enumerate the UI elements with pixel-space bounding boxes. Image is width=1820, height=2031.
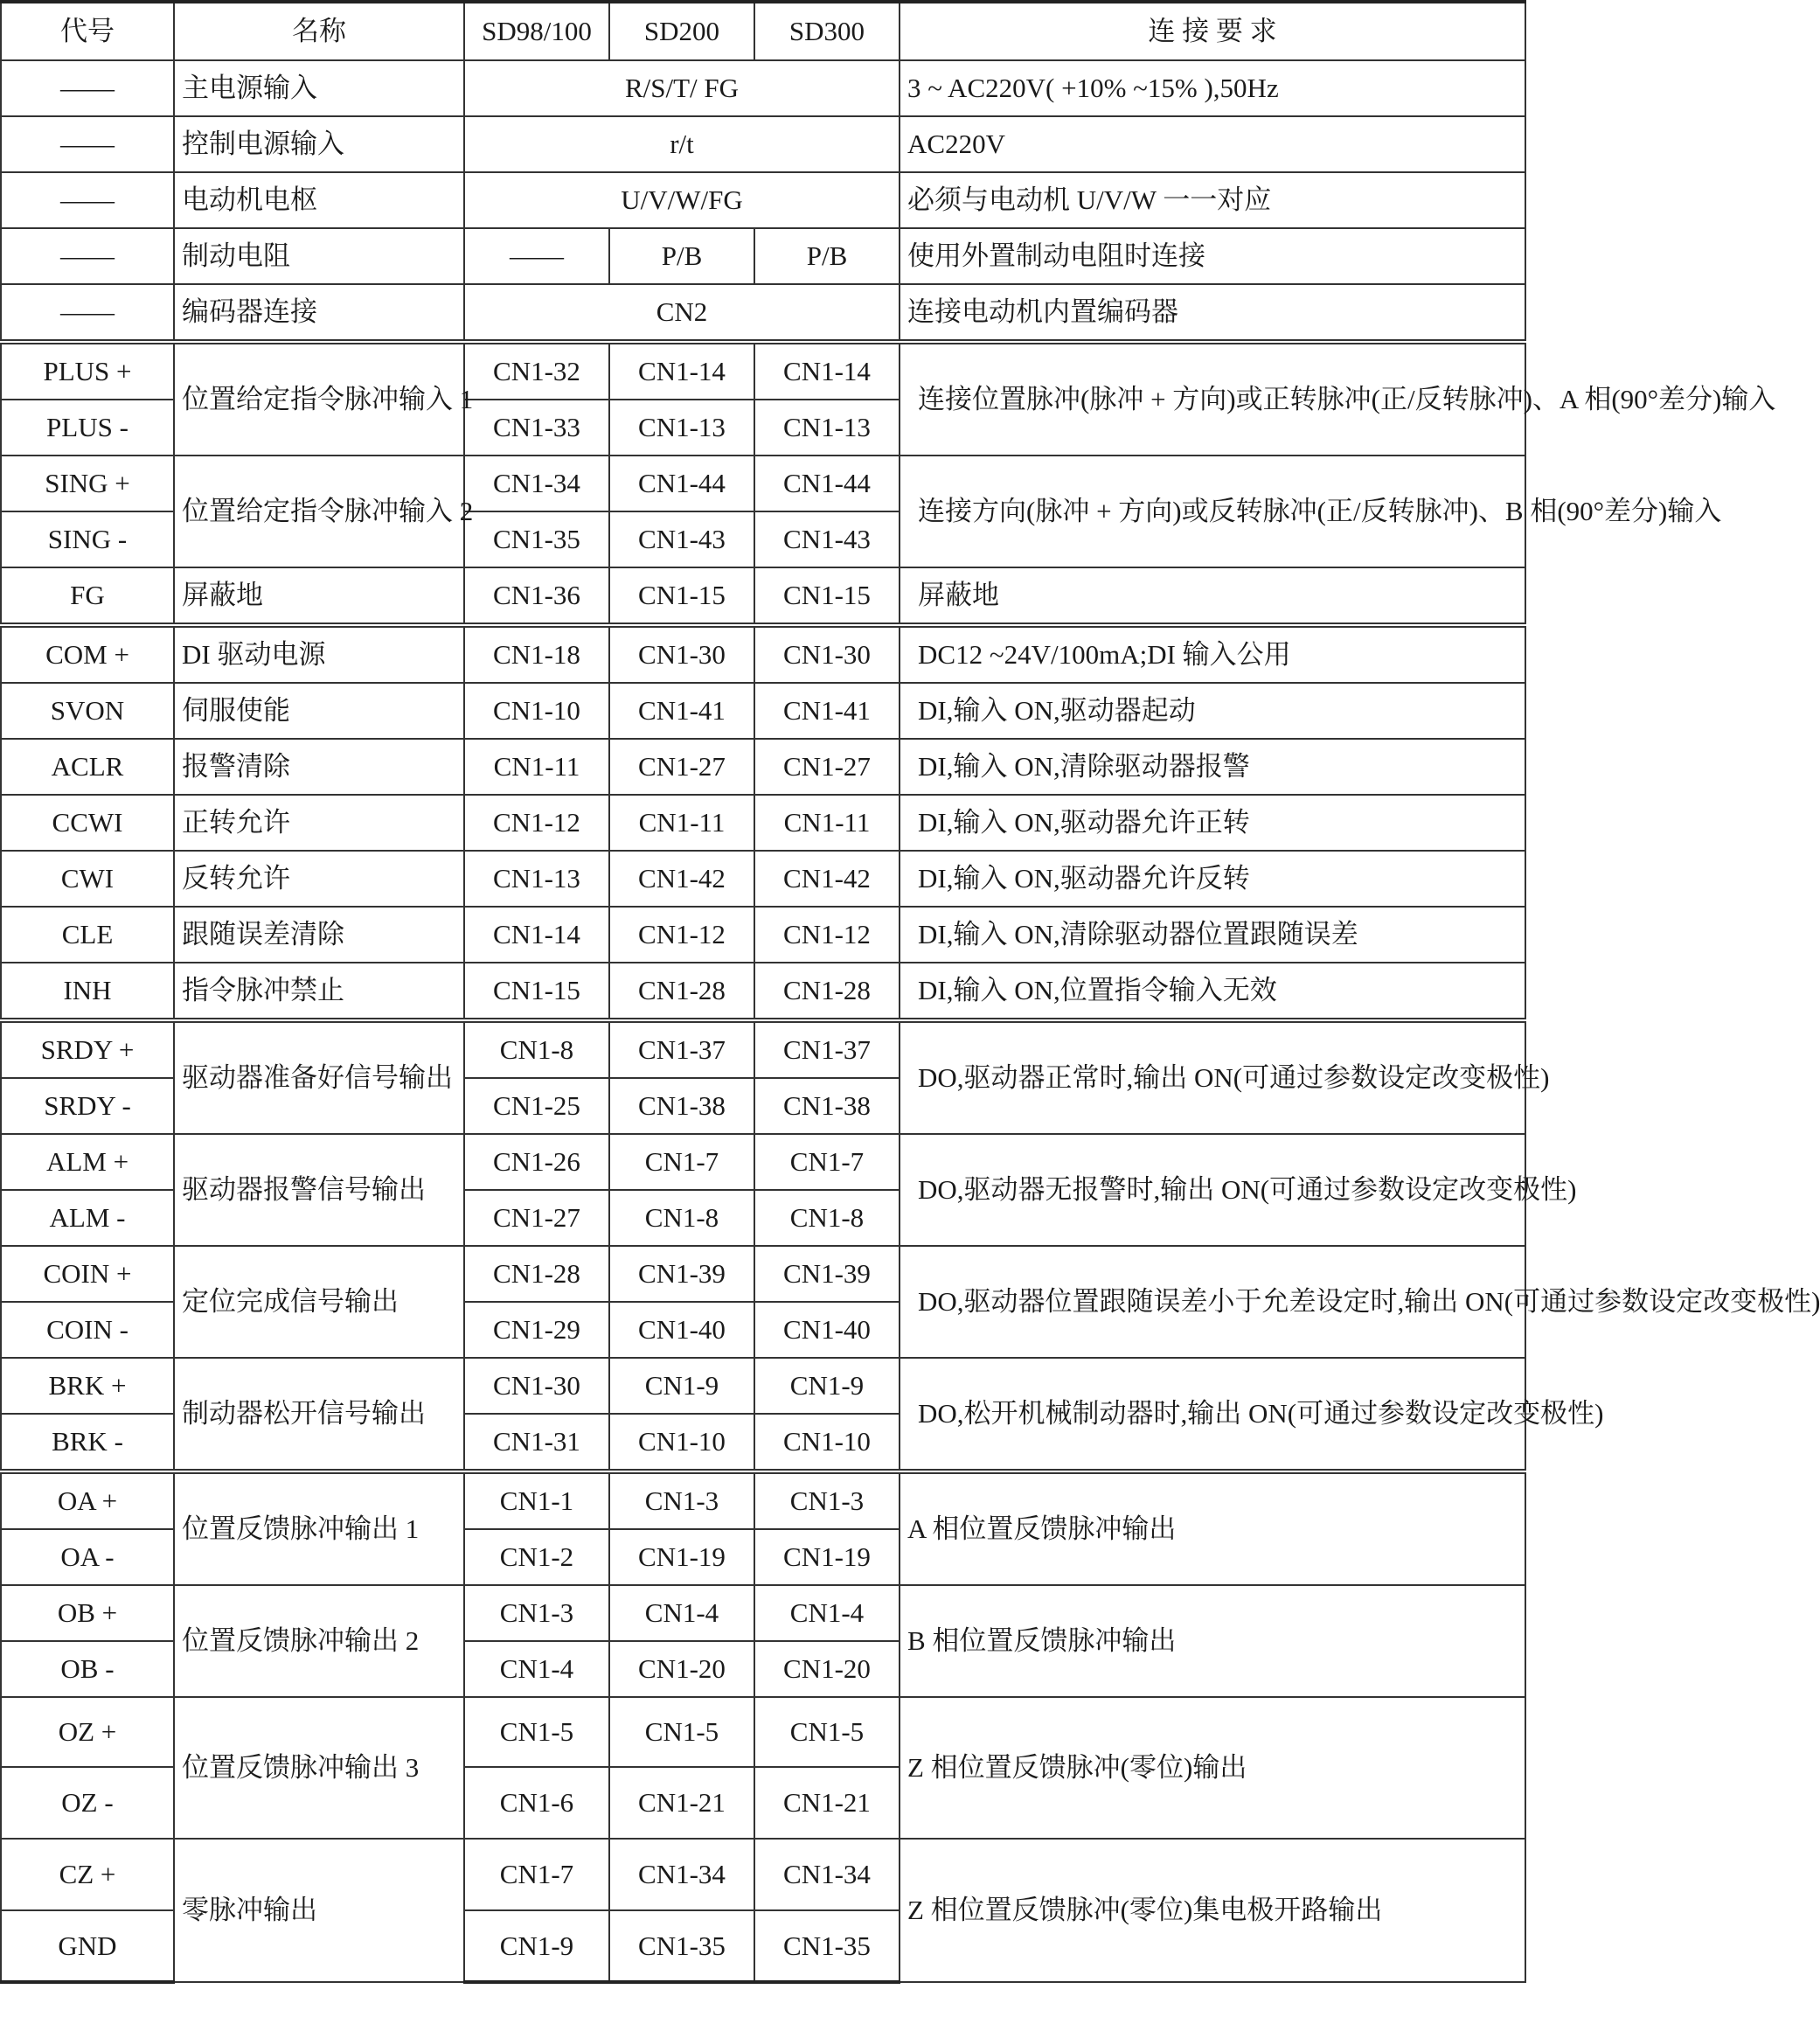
name-cell: 反转允许 — [174, 851, 464, 907]
table-row — [1, 1246, 1525, 1302]
table-row — [1, 60, 1525, 116]
code-cell: SRDY + — [1, 1020, 174, 1078]
pin-sd300-cell: CN1-21 — [754, 1767, 900, 1839]
name-cell: 屏蔽地 — [174, 567, 464, 625]
table-row — [1, 625, 1525, 683]
pin-sd98-cell: CN1-30 — [464, 1358, 609, 1414]
table-row — [1, 284, 1525, 342]
requirement-cell: DI,输入 ON,清除驱动器报警 — [900, 739, 1525, 795]
pin-sd300-cell: CN1-15 — [754, 567, 900, 625]
pin-sd200-cell: CN1-4 — [609, 1585, 754, 1641]
pin-sd300-cell: CN1-11 — [754, 795, 900, 851]
table-row — [1, 1471, 1525, 1529]
pin-sd300-cell: CN1-10 — [754, 1414, 900, 1471]
requirement-cell: 连接电动机内置编码器 — [900, 284, 1525, 342]
pin-sd300-cell: CN1-14 — [754, 342, 900, 400]
name-cell: 驱动器报警信号输出 — [174, 1134, 464, 1246]
pin-sd98-cell: CN1-31 — [464, 1414, 609, 1471]
requirement-cell: 使用外置制动电阻时连接 — [900, 228, 1525, 284]
pin-sd300-cell: CN1-3 — [754, 1471, 900, 1529]
requirement-cell: 屏蔽地 — [900, 567, 1525, 625]
code-cell: PLUS + — [1, 342, 174, 400]
requirement-cell: DI,输入 ON,驱动器起动 — [900, 683, 1525, 739]
pin-sd300-cell: CN1-13 — [754, 400, 900, 456]
code-cell: ACLR — [1, 739, 174, 795]
code-cell: ALM - — [1, 1190, 174, 1246]
pin-sd200-cell: CN1-15 — [609, 567, 754, 625]
code-cell: OA + — [1, 1471, 174, 1529]
pin-sd200-cell: CN1-38 — [609, 1078, 754, 1134]
requirement-cell: AC220V — [900, 116, 1525, 172]
pin-sd98-cell: CN1-12 — [464, 795, 609, 851]
code-cell: OB + — [1, 1585, 174, 1641]
code-cell: GND — [1, 1910, 174, 1982]
name-cell: 制动器松开信号输出 — [174, 1358, 464, 1471]
pin-sd300-cell: CN1-38 — [754, 1078, 900, 1134]
name-cell: 位置给定指令脉冲输入 2 — [174, 456, 464, 567]
pin-sd200-cell: CN1-41 — [609, 683, 754, 739]
requirement-cell: DI,输入 ON,位置指令输入无效 — [900, 963, 1525, 1020]
table-row — [1, 1585, 1525, 1641]
pin-sd98-cell: CN1-18 — [464, 625, 609, 683]
requirement-cell: DI,输入 ON,驱动器允许反转 — [900, 851, 1525, 907]
pin-sd300-cell: CN1-44 — [754, 456, 900, 511]
pin-sd200-cell: CN1-35 — [609, 1910, 754, 1982]
pin-sd300-cell: CN1-19 — [754, 1529, 900, 1585]
table-row — [1, 963, 1525, 1020]
name-cell: 主电源输入 — [174, 60, 464, 116]
code-cell: —— — [1, 116, 174, 172]
code-cell: OA - — [1, 1529, 174, 1585]
pin-sd98-cell: CN1-3 — [464, 1585, 609, 1641]
pin-sd200-cell: CN1-44 — [609, 456, 754, 511]
name-cell: 指令脉冲禁止 — [174, 963, 464, 1020]
pin-sd200-cell: CN1-3 — [609, 1471, 754, 1529]
pin-sd98-cell: CN1-14 — [464, 907, 609, 963]
pin-sd200-cell: CN1-11 — [609, 795, 754, 851]
code-cell: —— — [1, 60, 174, 116]
pin-sd200-cell: CN1-30 — [609, 625, 754, 683]
requirement-cell: 必须与电动机 U/V/W 一一对应 — [900, 172, 1525, 228]
pin-sd98-cell: CN1-35 — [464, 511, 609, 567]
code-cell: BRK - — [1, 1414, 174, 1471]
table-row — [1, 567, 1525, 625]
code-cell: ALM + — [1, 1134, 174, 1190]
requirement-cell: Z 相位置反馈脉冲(零位)集电极开路输出 — [900, 1839, 1525, 1982]
pin-sd300-cell: CN1-43 — [754, 511, 900, 567]
requirement-cell: DI,输入 ON,驱动器允许正转 — [900, 795, 1525, 851]
requirement-cell: 连接位置脉冲(脉冲 + 方向)或正转脉冲(正/反转脉冲)、A 相(90°差分)输入 — [900, 342, 1525, 456]
pin-sd98-cell: CN1-1 — [464, 1471, 609, 1529]
pin-sd200-cell: CN1-7 — [609, 1134, 754, 1190]
table-row — [1, 1358, 1525, 1414]
requirement-cell: DC12 ~24V/100mA;DI 输入公用 — [900, 625, 1525, 683]
name-cell: 电动机电枢 — [174, 172, 464, 228]
pin-sd98-cell: CN1-33 — [464, 400, 609, 456]
pin-sd300-cell: CN1-5 — [754, 1697, 900, 1767]
code-cell: INH — [1, 963, 174, 1020]
pin-sd200-cell: CN1-5 — [609, 1697, 754, 1767]
pin-sd200-cell: CN1-12 — [609, 907, 754, 963]
header-row — [1, 2, 1525, 60]
code-cell: CLE — [1, 907, 174, 963]
table-row — [1, 1697, 1525, 1767]
pin-sd98-cell: CN1-32 — [464, 342, 609, 400]
pin-sd98-cell: —— — [464, 228, 609, 284]
pin-sd200-cell: CN1-37 — [609, 1020, 754, 1078]
pin-sd200-cell: CN1-39 — [609, 1246, 754, 1302]
pin-sd300-cell: CN1-30 — [754, 625, 900, 683]
pin-sd98-cell: CN1-26 — [464, 1134, 609, 1190]
pin-sd200-cell: CN1-19 — [609, 1529, 754, 1585]
code-cell: COIN - — [1, 1302, 174, 1358]
pin-sd200-cell: CN1-42 — [609, 851, 754, 907]
pin-sd98-cell: CN1-2 — [464, 1529, 609, 1585]
pin-sd98-cell: CN1-34 — [464, 456, 609, 511]
table-row — [1, 1020, 1525, 1078]
header-sd300: SD300 — [754, 2, 900, 60]
name-cell: DI 驱动电源 — [174, 625, 464, 683]
requirement-cell: DO,驱动器位置跟随误差小于允差设定时,输出 ON(可通过参数设定改变极性) — [900, 1246, 1525, 1358]
header-sd200: SD200 — [609, 2, 754, 60]
header-name: 名称 — [174, 2, 464, 60]
requirement-cell: DO,驱动器无报警时,输出 ON(可通过参数设定改变极性) — [900, 1134, 1525, 1246]
pin-sd300-cell: CN1-34 — [754, 1839, 900, 1910]
table-row — [1, 456, 1525, 511]
code-cell: FG — [1, 567, 174, 625]
pin-sd300-cell: CN1-27 — [754, 739, 900, 795]
pin-merged-cell: CN2 — [464, 284, 900, 342]
table-row — [1, 851, 1525, 907]
code-cell: OB - — [1, 1641, 174, 1697]
pin-sd300-cell: CN1-20 — [754, 1641, 900, 1697]
requirement-cell: A 相位置反馈脉冲输出 — [900, 1471, 1525, 1585]
name-cell: 伺服使能 — [174, 683, 464, 739]
pin-sd98-cell: CN1-11 — [464, 739, 609, 795]
pin-sd98-cell: CN1-27 — [464, 1190, 609, 1246]
requirement-cell: 连接方向(脉冲 + 方向)或反转脉冲(正/反转脉冲)、B 相(90°差分)输入 — [900, 456, 1525, 567]
requirement-cell: DO,驱动器正常时,输出 ON(可通过参数设定改变极性) — [900, 1020, 1525, 1134]
code-cell: BRK + — [1, 1358, 174, 1414]
table-row — [1, 1839, 1525, 1910]
code-cell: —— — [1, 172, 174, 228]
name-cell: 定位完成信号输出 — [174, 1246, 464, 1358]
name-cell: 位置给定指令脉冲输入 1 — [174, 342, 464, 456]
table-row — [1, 683, 1525, 739]
requirement-cell: DI,输入 ON,清除驱动器位置跟随误差 — [900, 907, 1525, 963]
requirement-cell: 3 ~ AC220V( +10% ~15% ),50Hz — [900, 60, 1525, 116]
pin-sd98-cell: CN1-10 — [464, 683, 609, 739]
code-cell: COM + — [1, 625, 174, 683]
pin-sd200-cell: CN1-9 — [609, 1358, 754, 1414]
header-sd98: SD98/100 — [464, 2, 609, 60]
requirement-cell: DO,松开机械制动器时,输出 ON(可通过参数设定改变极性) — [900, 1358, 1525, 1471]
pin-sd200-cell: CN1-43 — [609, 511, 754, 567]
pin-merged-cell: r/t — [464, 116, 900, 172]
table-row — [1, 116, 1525, 172]
pin-sd200-cell: CN1-10 — [609, 1414, 754, 1471]
pin-merged-cell: R/S/T/ FG — [464, 60, 900, 116]
table-row — [1, 1134, 1525, 1190]
code-cell: COIN + — [1, 1246, 174, 1302]
pin-sd300-cell: CN1-7 — [754, 1134, 900, 1190]
name-cell: 制动电阻 — [174, 228, 464, 284]
table-row — [1, 795, 1525, 851]
code-cell: CCWI — [1, 795, 174, 851]
pin-sd300-cell: CN1-28 — [754, 963, 900, 1020]
name-cell: 报警清除 — [174, 739, 464, 795]
table-row — [1, 739, 1525, 795]
table-row — [1, 228, 1525, 284]
code-cell: PLUS - — [1, 400, 174, 456]
pin-sd200-cell: CN1-40 — [609, 1302, 754, 1358]
pin-sd98-cell: CN1-36 — [464, 567, 609, 625]
name-cell: 正转允许 — [174, 795, 464, 851]
pin-sd98-cell: CN1-7 — [464, 1839, 609, 1910]
code-cell: SING - — [1, 511, 174, 567]
code-cell: —— — [1, 284, 174, 342]
name-cell: 编码器连接 — [174, 284, 464, 342]
pin-sd300-cell: P/B — [754, 228, 900, 284]
name-cell: 控制电源输入 — [174, 116, 464, 172]
table-row — [1, 907, 1525, 963]
requirement-cell: B 相位置反馈脉冲输出 — [900, 1585, 1525, 1697]
code-cell: OZ + — [1, 1697, 174, 1767]
header-code: 代号 — [1, 2, 174, 60]
code-cell: OZ - — [1, 1767, 174, 1839]
pin-sd98-cell: CN1-8 — [464, 1020, 609, 1078]
pin-sd300-cell: CN1-41 — [754, 683, 900, 739]
pin-sd200-cell: CN1-34 — [609, 1839, 754, 1910]
name-cell: 位置反馈脉冲输出 2 — [174, 1585, 464, 1697]
name-cell: 跟随误差清除 — [174, 907, 464, 963]
header-requirement: 连 接 要 求 — [900, 2, 1525, 60]
pin-merged-cell: U/V/W/FG — [464, 172, 900, 228]
pin-sd98-cell: CN1-28 — [464, 1246, 609, 1302]
name-cell: 零脉冲输出 — [174, 1839, 464, 1982]
code-cell: CWI — [1, 851, 174, 907]
pin-sd200-cell: CN1-14 — [609, 342, 754, 400]
pin-sd200-cell: CN1-20 — [609, 1641, 754, 1697]
pin-sd200-cell: P/B — [609, 228, 754, 284]
pin-sd98-cell: CN1-25 — [464, 1078, 609, 1134]
pin-sd98-cell: CN1-29 — [464, 1302, 609, 1358]
pin-sd300-cell: CN1-42 — [754, 851, 900, 907]
pin-sd300-cell: CN1-37 — [754, 1020, 900, 1078]
pin-sd98-cell: CN1-5 — [464, 1697, 609, 1767]
pin-sd98-cell: CN1-13 — [464, 851, 609, 907]
code-cell: CZ + — [1, 1839, 174, 1910]
code-cell: —— — [1, 228, 174, 284]
pin-sd300-cell: CN1-40 — [754, 1302, 900, 1358]
pin-sd200-cell: CN1-28 — [609, 963, 754, 1020]
table-row — [1, 172, 1525, 228]
pin-sd200-cell: CN1-21 — [609, 1767, 754, 1839]
pin-sd300-cell: CN1-4 — [754, 1585, 900, 1641]
pin-sd98-cell: CN1-4 — [464, 1641, 609, 1697]
pin-sd200-cell: CN1-8 — [609, 1190, 754, 1246]
pin-sd200-cell: CN1-13 — [609, 400, 754, 456]
name-cell: 位置反馈脉冲输出 1 — [174, 1471, 464, 1585]
pin-sd98-cell: CN1-9 — [464, 1910, 609, 1982]
pin-sd300-cell: CN1-8 — [754, 1190, 900, 1246]
code-cell: SRDY - — [1, 1078, 174, 1134]
pin-sd300-cell: CN1-9 — [754, 1358, 900, 1414]
requirement-cell: Z 相位置反馈脉冲(零位)输出 — [900, 1697, 1525, 1839]
name-cell: 位置反馈脉冲输出 3 — [174, 1697, 464, 1839]
code-cell: SVON — [1, 683, 174, 739]
pin-sd300-cell: CN1-12 — [754, 907, 900, 963]
pin-sd98-cell: CN1-6 — [464, 1767, 609, 1839]
pin-sd300-cell: CN1-39 — [754, 1246, 900, 1302]
pin-sd98-cell: CN1-15 — [464, 963, 609, 1020]
pin-sd300-cell: CN1-35 — [754, 1910, 900, 1982]
pin-sd200-cell: CN1-27 — [609, 739, 754, 795]
table-row — [1, 342, 1525, 400]
name-cell: 驱动器准备好信号输出 — [174, 1020, 464, 1134]
code-cell: SING + — [1, 456, 174, 511]
